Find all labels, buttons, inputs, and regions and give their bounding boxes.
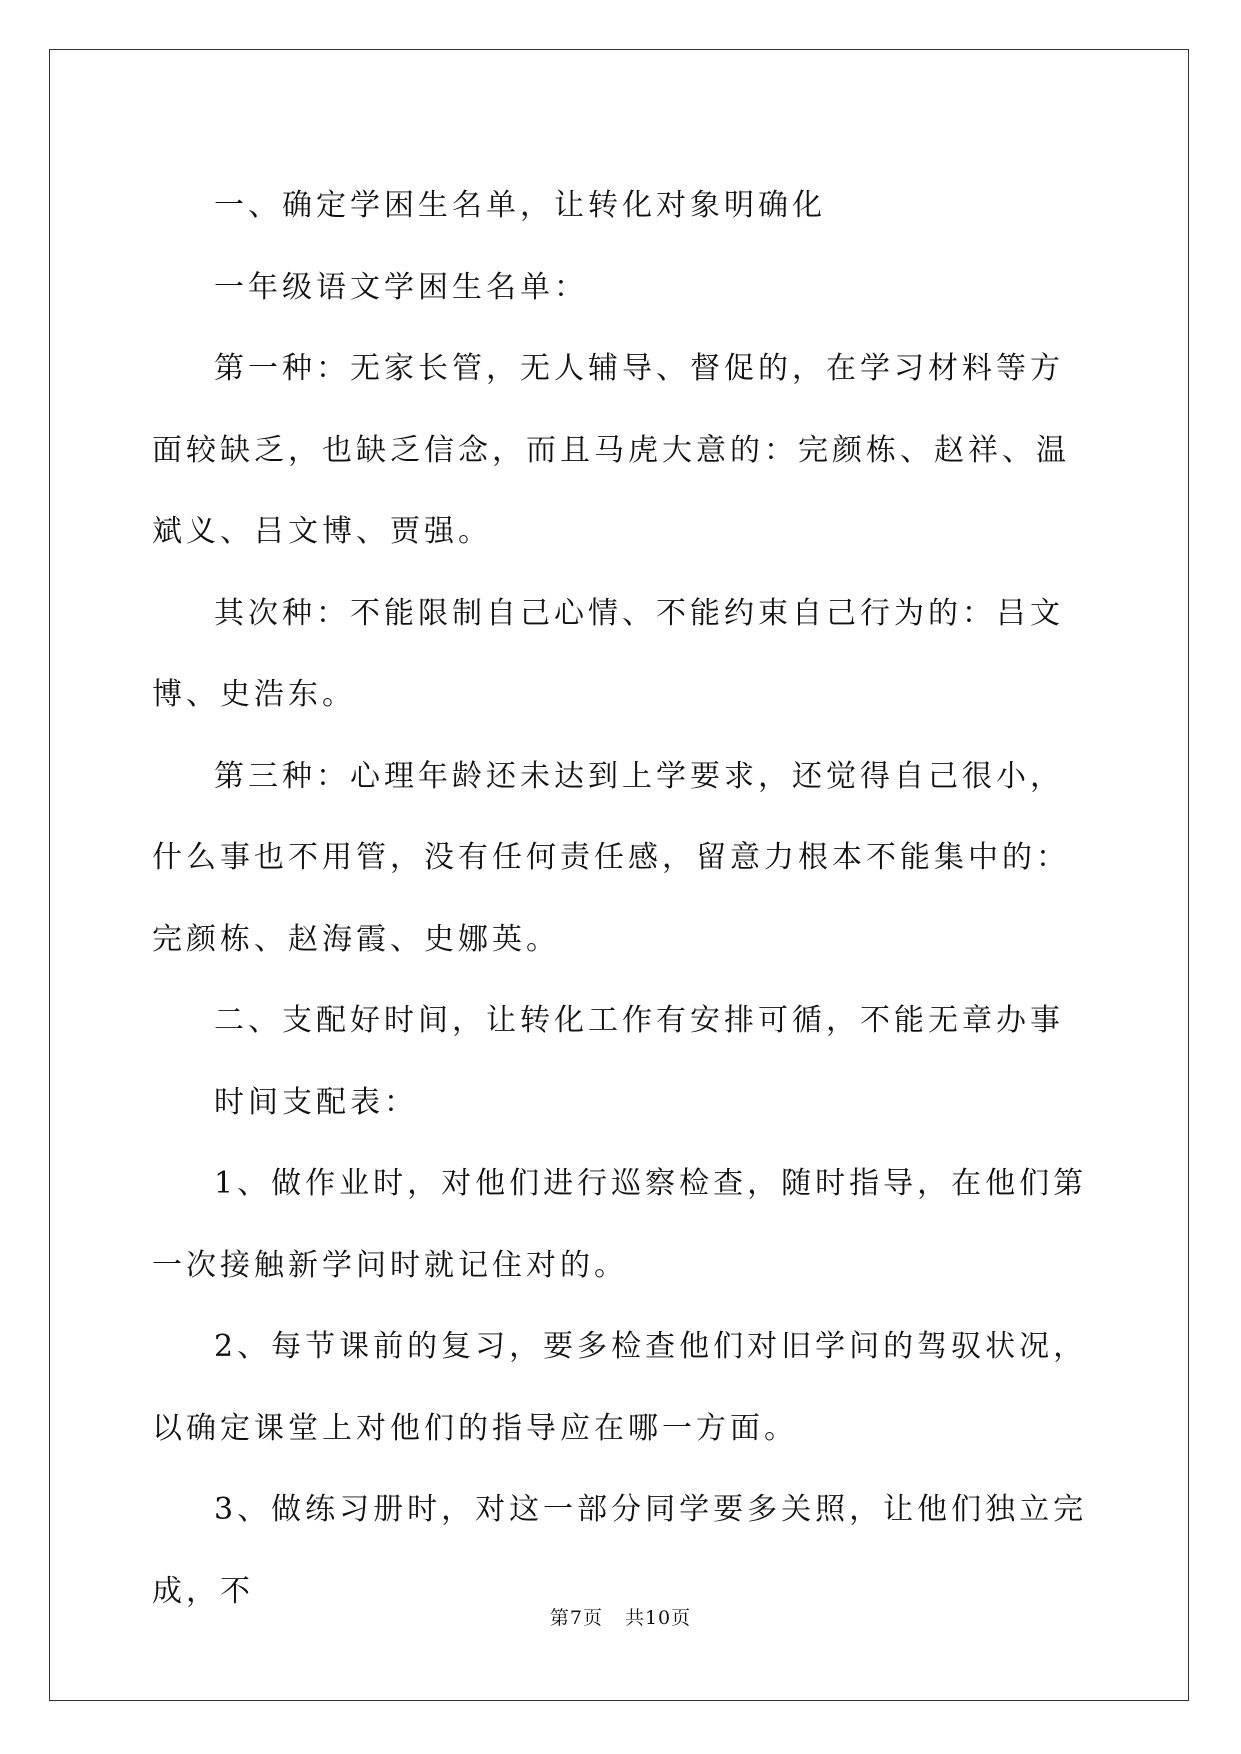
schedule-title: 时间支配表： (214, 1084, 418, 1120)
section-heading-2: 二、支配好时间，让转化工作有安排可循，不能无章办事 (214, 1003, 1064, 1038)
list-title: 一年级语文学困生名单： (214, 269, 588, 305)
schedule-item-3: 3、做练习册时，对这一部分同学要多关照，让他们独立完成，不 (152, 1492, 1088, 1609)
page-footer (0, 1603, 1241, 1630)
page-total: 共10页 (624, 1607, 692, 1629)
section-heading-1: 一、确定学困生名单，让转化对象明确化 (214, 188, 826, 223)
schedule-item-2: 2、每节课前的复习，要多检查他们对旧学问的驾驭状况，以确定课堂上对他们的指导应在哪一方面。 (152, 1329, 1088, 1446)
page-number: 第7页 (549, 1607, 603, 1629)
paragraph-type-3: 第三种：心理年龄还未达到上学要求，还觉得自己很小，什么事也不用管，没有任何责任感，留意力根本不能集中的：完颜栋、赵海霞、史娜英。 (152, 758, 1070, 957)
document-body (152, 165, 1092, 1632)
paragraph-type-1: 第一种：无家长管，无人辅导、督促的，在学习材料等方面较缺乏，也缺乏信念，而且马虎大意的：完颜栋、赵祥、温斌义、吕文博、贾强。 (152, 351, 1070, 549)
paragraph-type-2: 其次种：不能限制自己心情、不能约束自己行为的：吕文博、史浩东。 (152, 595, 1064, 712)
schedule-item-1: 1、做作业时，对他们进行巡察检查，随时指导，在他们第一次接触新学问时就记住对的。 (152, 1166, 1088, 1283)
